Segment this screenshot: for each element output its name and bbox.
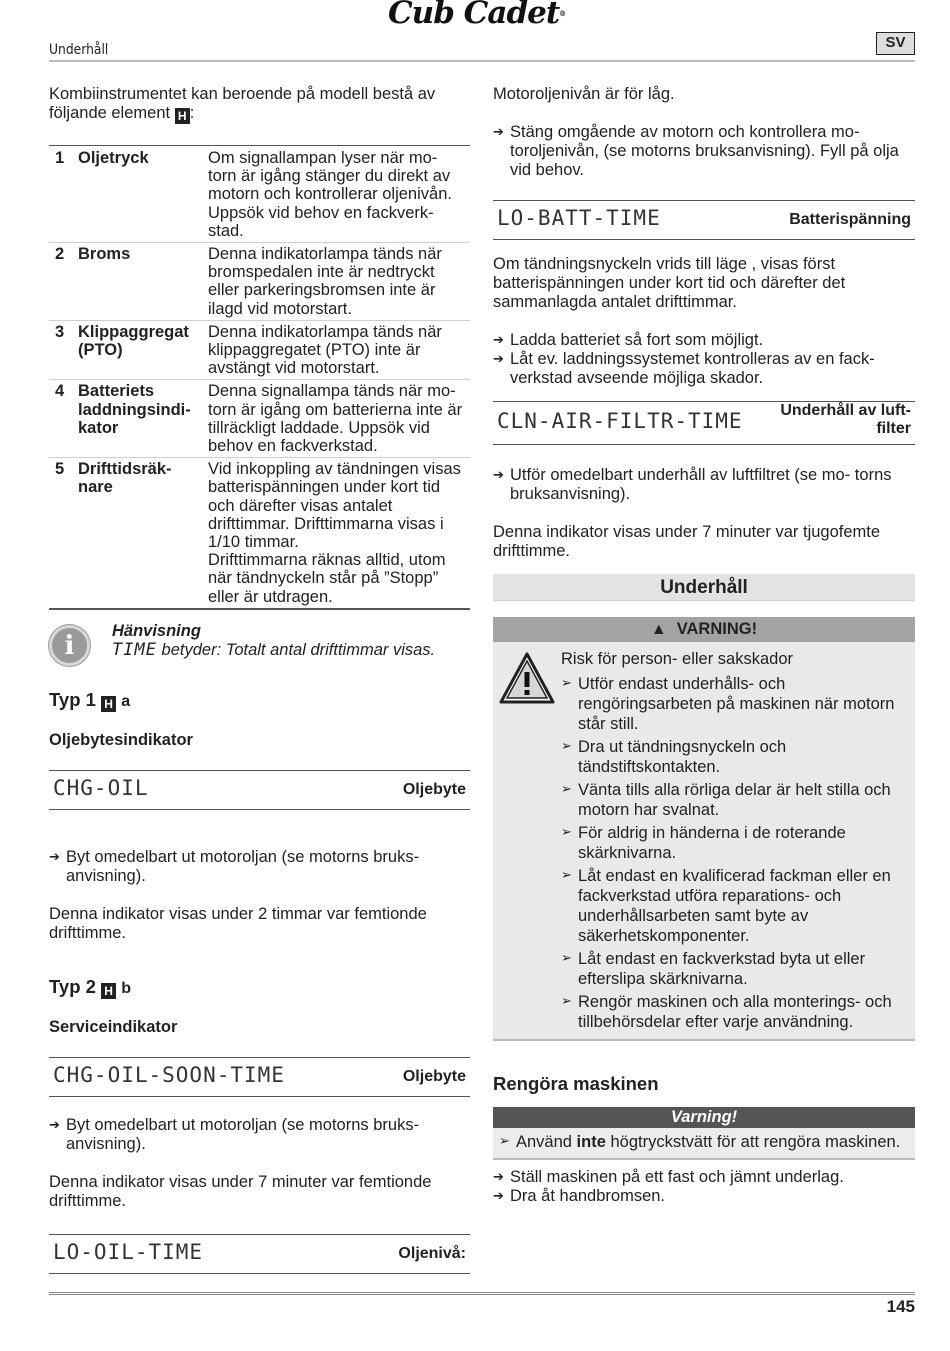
display-code-row: CHG-OIL Oljebyte — [49, 770, 470, 810]
warning-triangle-icon — [499, 652, 555, 704]
battery-text: Om tändningsnyckeln vrids till läge , visas först batterispänningen under kort tid och därefter det sammanlagda antalet drifttimmar. — [493, 255, 846, 311]
cleaning-heading: Rengöra maskinen — [493, 1073, 659, 1094]
warning-box — [493, 617, 915, 1041]
left-column — [49, 85, 470, 1274]
oil-low-text: Motoroljenivån är för låg. — [493, 85, 675, 103]
note-title: Hänvisning — [112, 621, 201, 640]
service-heading: Serviceindikator — [49, 1017, 178, 1036]
list-item: ➢ Dra ut tändningsnyckeln och tändstiftskontakten. — [561, 737, 915, 777]
info-note — [49, 622, 470, 672]
brand-logo: Cub Cadet® — [388, 0, 566, 31]
instruction-step: ➔ Låt ev. laddningssystemet kontrolleras av en fack- verkstad avseende möjliga skador. — [493, 350, 915, 388]
instruction-step: ➔ Stäng omgående av motorn och kontrollera mo- toroljenivån, (se motorns bruksanvisning). Fyll på olja vid behov. — [493, 123, 915, 180]
instruction-step: ➔ Ställ maskinen på ett fast och jämnt underlag. — [493, 1168, 915, 1187]
oil-change-heading: Oljebytesindikator — [49, 730, 193, 749]
table-row: 3 Klippaggregat (PTO) Denna indikatorlampa tänds när klippaggregatet (PTO) inte är avstängt vid motorstart. — [49, 320, 470, 380]
note-text: TIME betyder: Totalt antal drifttimmar visas. — [112, 639, 436, 660]
instruction-step: ➔ Dra åt handbromsen. — [493, 1187, 915, 1206]
info-text: Denna indikator visas under 2 timmar var femtionde drifttimme. — [49, 904, 427, 942]
instruction-step: ➔ Byt omedelbart ut motoroljan (se motorns bruks- anvisning). — [49, 1116, 470, 1154]
display-code-row: LO-OIL-TIME Oljenivå: — [49, 1234, 470, 1274]
table-row: 1 Oljetryck Om signallampan lyser när mo- torn är igång stänger du direkt av motorn och kontrollerar oljenivån. Uppsök vid behov en fackverk- stad. — [49, 146, 470, 243]
info-text: Denna indikator visas under 7 minuter var tjugofemte drifttimme. — [493, 523, 881, 560]
header-divider — [49, 60, 915, 62]
page-number: 145 — [886, 1297, 915, 1316]
maintenance-heading: Underhåll — [493, 574, 915, 601]
info-text: Denna indikator visas under 7 minuter var femtionde drifttimme. — [49, 1172, 432, 1210]
list-item: ➢ Rengör maskinen och alla monterings- och tillbehörsdelar efter varje användning. — [561, 992, 915, 1032]
warning-bar: ▲ VARNING! — [493, 617, 915, 642]
list-item: ➢ Använd inte högtryckstvätt för att rengöra maskinen. — [499, 1132, 911, 1152]
table-row: 4 Batteriets laddningsindi- kator Denna signallampa tänds när mo- torn är igång om batterierna inte är tillräckligt laddade. Uppsök vid behov en fackverkstad. — [49, 380, 470, 458]
ref-h-badge: H — [175, 108, 190, 124]
instruction-step: ➔ Utför omedelbart underhåll av luftfiltret (se mo- torns bruksanvisning). — [493, 466, 915, 504]
table-row: 5 Drifttidsräk- nare Vid inkoppling av tändningen visas batterispänningen under kort tid och därefter visas antalet drifttimmar. Drifttimmarna visas i 1/10 timmar. Drifttimmarna räknas alltid, utom när tändnyckeln står på ”Stopp” eller är utdragen. — [55, 460, 461, 606]
caution-bar: Varning! — [493, 1107, 915, 1128]
instruction-step: ➔ Ladda batteriet så fort som möjligt. — [493, 331, 915, 350]
typ2-heading: Typ 2 H b — [49, 975, 132, 998]
display-code-row: LO-BATT-TIME Batterispänning — [493, 200, 915, 240]
typ1-heading: Typ 1 H a — [49, 688, 131, 711]
elements-table — [49, 145, 470, 610]
table-row: 2 Broms Denna indikatorlampa tänds när bromspedalen inte är nedtryckt eller parkeringsbromsen inte är ilagd vid motorstart. — [49, 243, 470, 321]
right-column — [493, 85, 915, 1206]
warning-lead: Risk för person- eller sakskador — [561, 650, 793, 668]
footer-divider — [49, 1292, 915, 1295]
info-icon: i — [49, 625, 90, 666]
warning-icon: ▲ — [650, 621, 667, 638]
caution-box — [493, 1107, 915, 1160]
display-code-row: CHG-OIL-SOON-TIME Oljebyte — [49, 1057, 470, 1097]
list-item: ➢ För aldrig in händerna i de roterande skärknivarna. — [561, 823, 915, 863]
display-code-row: CLN-AIR-FILTR-TIME Underhåll av luft- filter — [493, 401, 915, 445]
intro-paragraph: Kombiinstrumentet kan beroende på modell bestå av följande element H : — [49, 85, 436, 123]
list-item: ➢ Utför endast underhålls- och rengöringsarbeten på maskinen när motorn står still. — [561, 674, 915, 734]
instruction-step: ➔ Byt omedelbart ut motoroljan (se motorns bruks- anvisning). — [49, 848, 470, 886]
list-item: ➢ Låt endast en fackverkstad byta ut eller efterslipa skärknivarna. — [561, 949, 915, 989]
section-title: Underhåll — [49, 42, 109, 58]
list-item: ➢ Låt endast en kvalificerad fackman eller en fackverkstad utföra reparations- och underhållsarbeten samt byte av säkerhetskomponenter. — [561, 866, 915, 946]
language-badge: SV — [876, 32, 915, 55]
list-item: ➢ Vänta tills alla rörliga delar är helt stilla och motorn har svalnat. — [561, 780, 915, 820]
